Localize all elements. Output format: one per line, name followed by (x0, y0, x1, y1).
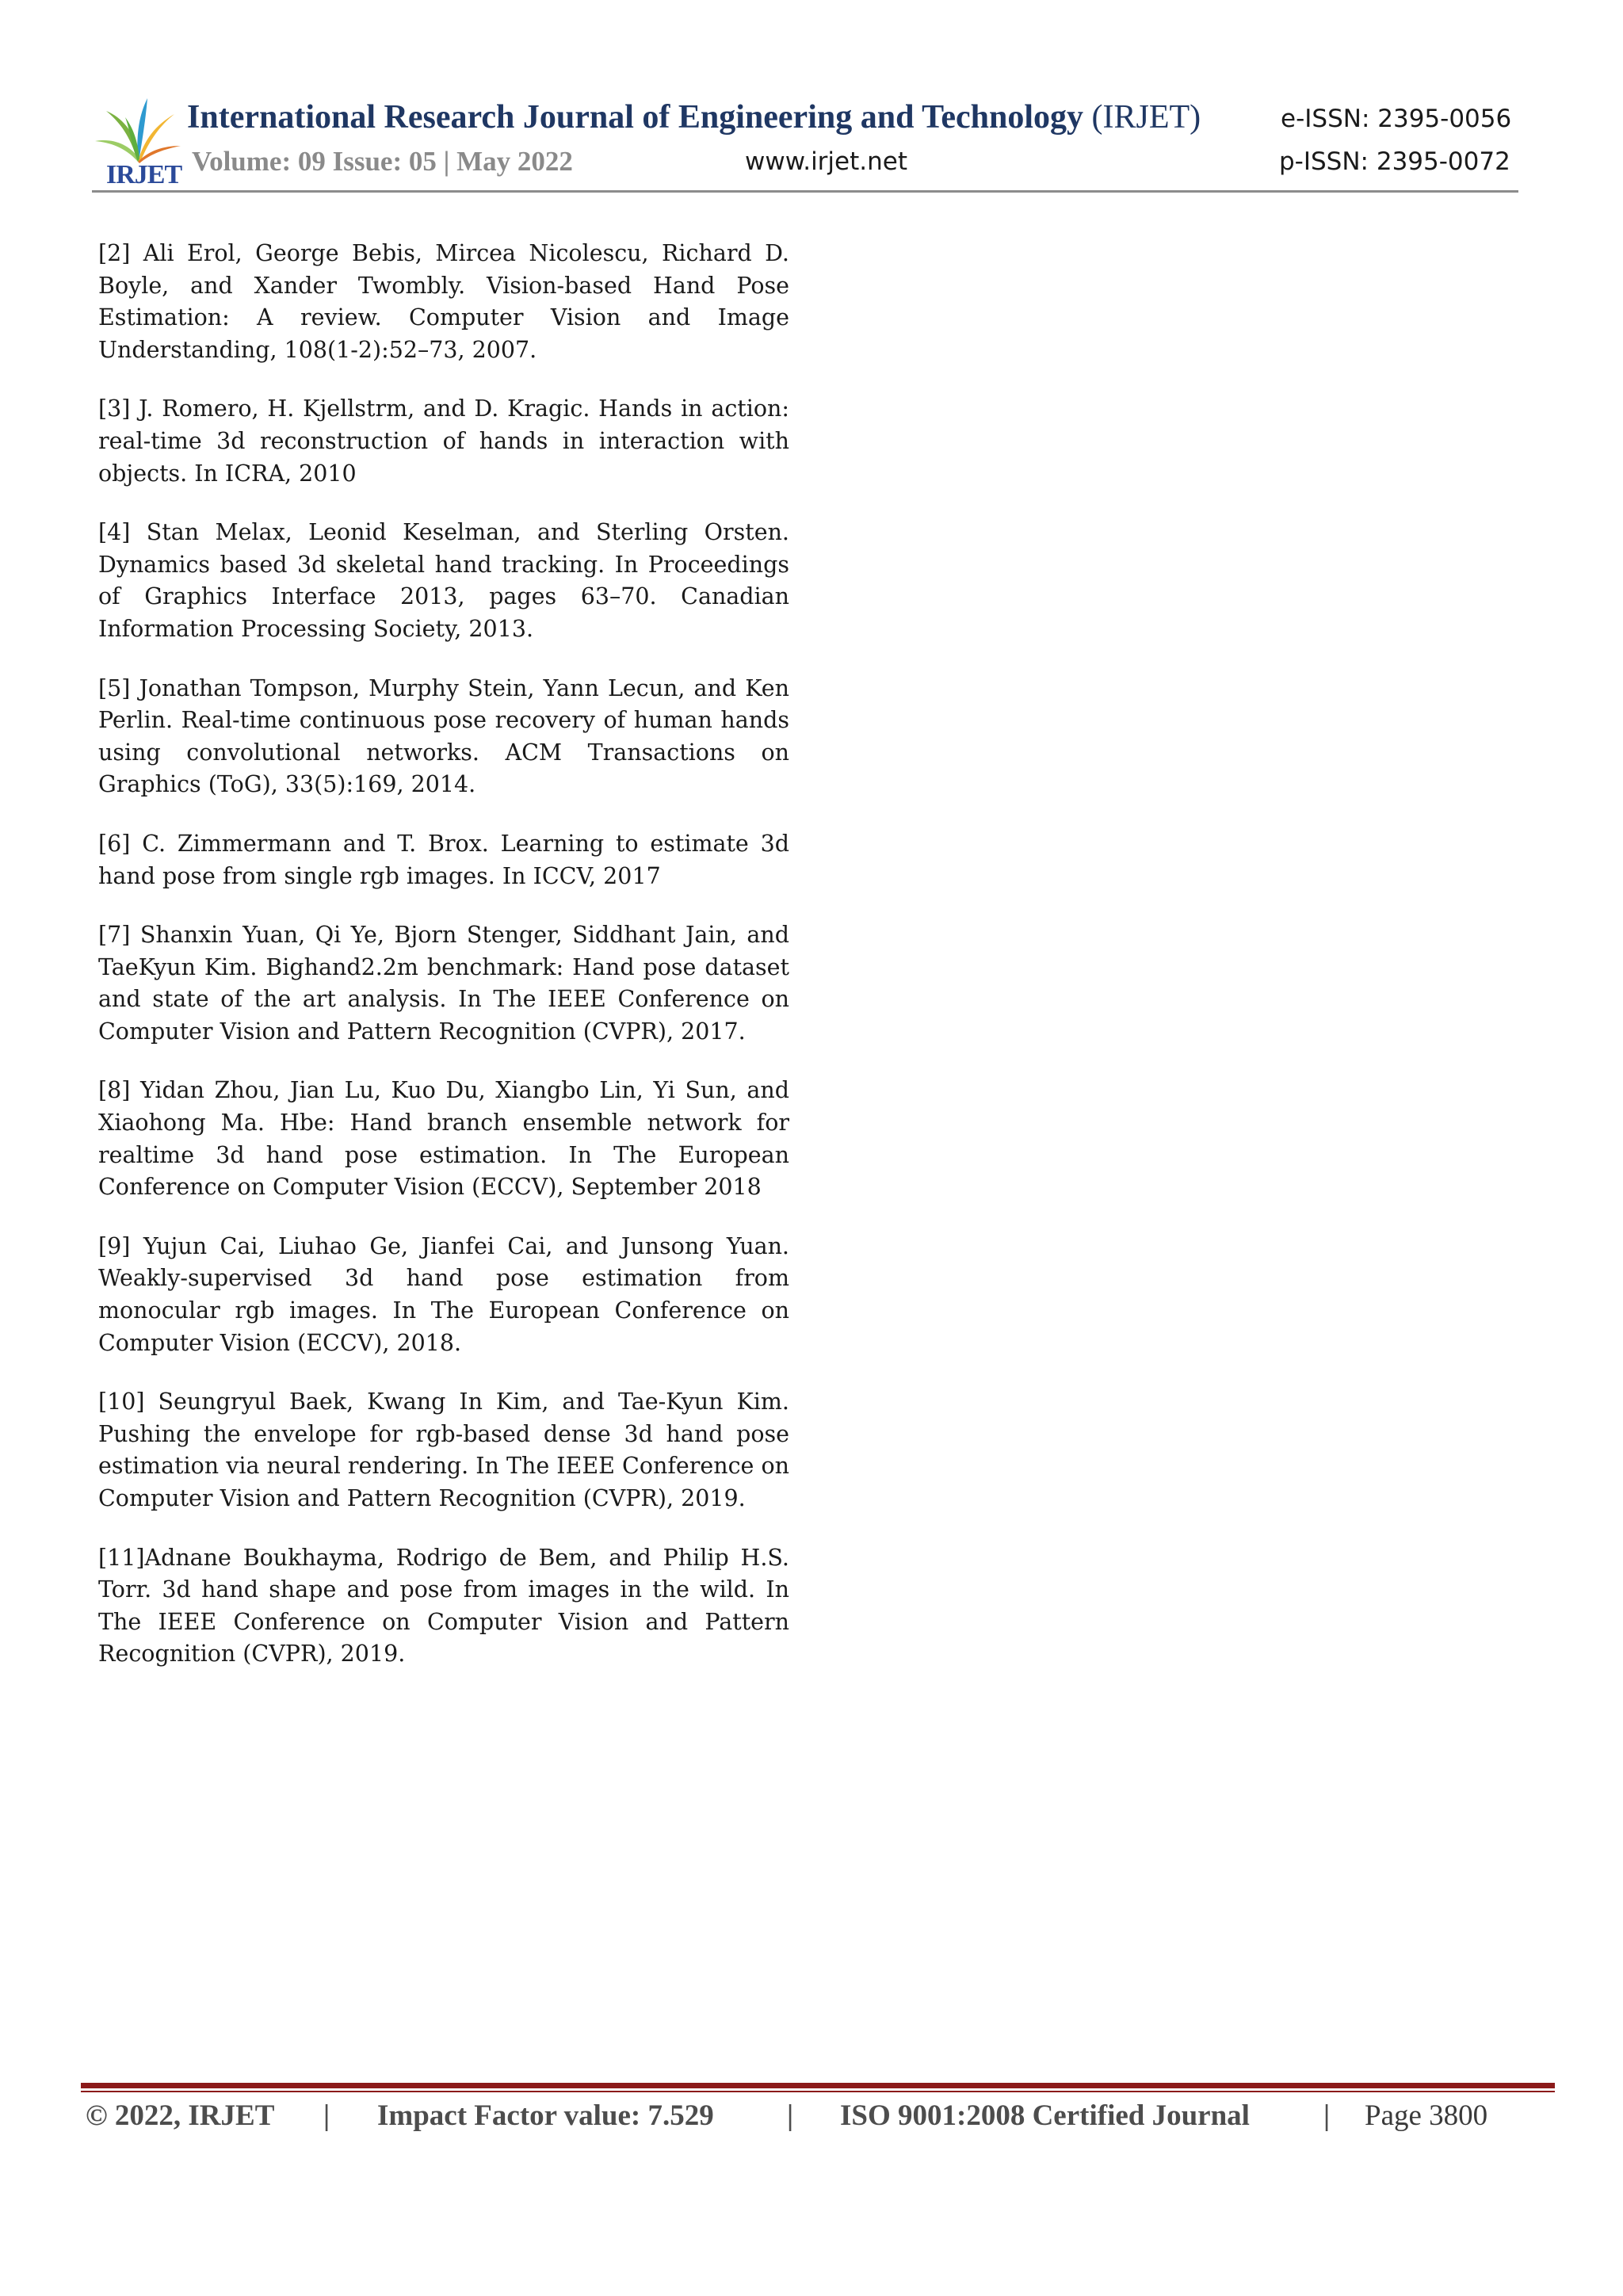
logo-text: IRJET (106, 160, 182, 189)
footer-iso: ISO 9001:2008 Certified Journal (840, 2099, 1250, 2132)
p-issn: p-ISSN: 2395-0072 (1279, 147, 1510, 176)
footer-impact-factor: Impact Factor value: 7.529 (377, 2099, 714, 2132)
volume-issue: Volume: 09 Issue: 05 | May 2022 (192, 146, 573, 177)
journal-abbr: (IRJET) (1091, 99, 1201, 136)
reference-item: [8] Yidan Zhou, Jian Lu, Kuo Du, Xiangbo Lin, Yi Sun, and Xiaohong Ma. Hbe: Hand branch ensemble network for realtime 3d hand pose estimation. In The European Conference on Computer Vision (ECCV), September 2018 (98, 1077, 789, 1201)
footer-copyright: © 2022, IRJET (86, 2099, 275, 2132)
journal-title (187, 98, 1201, 136)
footer-divider-thin (81, 2091, 1555, 2092)
reference-item: [7] Shanxin Yuan, Qi Ye, Bjorn Stenger, Siddhant Jain, and TaeKyun Kim. Bighand2.2m benchmark: Hand pose dataset and state of the art analysis. In The IEEE Conference on Computer Vision and Pattern Recognition (CVPR), 2017. (98, 922, 789, 1045)
journal-website[interactable]: www.irjet.net (745, 147, 907, 176)
footer-separator: | (1323, 2099, 1331, 2132)
reference-item: [4] Stan Melax, Leonid Keselman, and Sterling Orsten. Dynamics based 3d skeletal hand tracking. In Proceedings of Graphics Interface 2013, pages 63–70. Canadian Information Processing Society, 2013. (98, 519, 789, 642)
reference-list (98, 238, 789, 1698)
e-issn: e-ISSN: 2395-0056 (1281, 105, 1512, 133)
footer-divider (81, 2083, 1555, 2088)
reference-item: [6] C. Zimmermann and T. Brox. Learning to estimate 3d hand pose from single rgb images. In ICCV, 2017 (98, 830, 789, 889)
page-number: Page 3800 (1365, 2099, 1488, 2132)
irjet-logo (92, 94, 184, 190)
reference-item: [9] Yujun Cai, Liuhao Ge, Jianfei Cai, and Junsong Yuan. Weakly-supervised 3d hand pose estimation from monocular rgb images. In The European Conference on Computer Vision (ECCV), 2018. (98, 1232, 789, 1356)
reference-item: [2] Ali Erol, George Bebis, Mircea Nicolescu, Richard D. Boyle, and Xander Twombly. Vision-based Hand Pose Estimation: A review. Computer Vision and Image Understanding, 108(1-2):52–73, 2007. (98, 240, 789, 363)
reference-item: [3] J. Romero, H. Kjellstrm, and D. Kragic. Hands in action: real-time 3d reconstruction of hands in interaction with objects. In ICRA, 2010 (98, 395, 789, 487)
footer-separator: | (787, 2099, 794, 2132)
page-footer (86, 2099, 1512, 2137)
footer-separator: | (323, 2099, 330, 2132)
reference-item: [10] Seungryul Baek, Kwang In Kim, and Tae-Kyun Kim. Pushing the envelope for rgb-based dense 3d hand pose estimation via neural rendering. In The IEEE Conference on Computer Vision and Pattern Recognition (CVPR), 2019. (98, 1389, 789, 1511)
reference-item: [11]Adnane Boukhayma, Rodrigo de Bem, and Philip H.S. Torr. 3d hand shape and pose from images in the wild. In The IEEE Conference on Computer Vision and Pattern Recognition (CVPR), 2019. (98, 1544, 789, 1668)
header-divider (92, 190, 1518, 193)
reference-item: [5] Jonathan Tompson, Murphy Stein, Yann Lecun, and Ken Perlin. Real-time continuous pose recovery of human hands using convolutional networks. ACM Transactions on Graphics (ToG), 33(5):169, 2014. (98, 674, 789, 798)
leaf-icon (92, 94, 184, 165)
journal-name: International Research Journal of Engineering and Technology (187, 99, 1084, 136)
